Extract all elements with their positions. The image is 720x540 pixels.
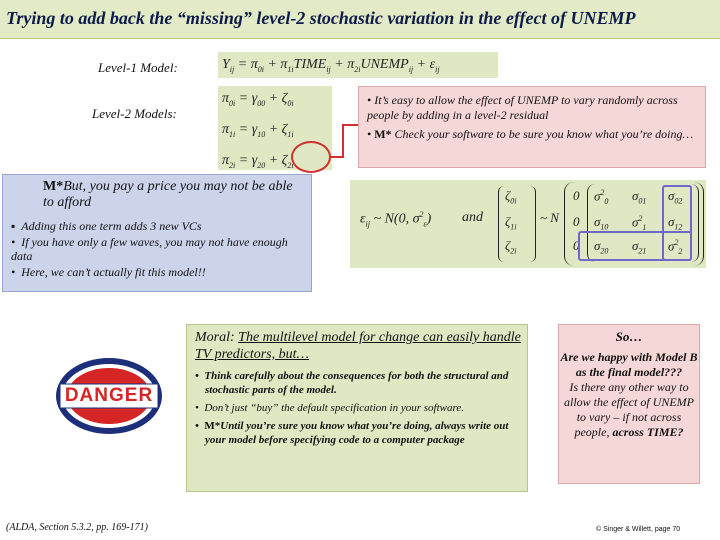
moral-heading: Moral: The multilevel model for change can easily handle TV predictors, but… bbox=[195, 330, 521, 362]
level2-eq1: $\pi_{0i} = \gamma_{00} + \zeta_{0i}$ bbox=[222, 91, 294, 108]
level2-eq2: $\pi_{1i} = \gamma_{10} + \zeta_{1i}$ bbox=[222, 121, 294, 139]
price-box bbox=[2, 174, 312, 292]
connector-v bbox=[342, 124, 344, 158]
price-bullets bbox=[11, 219, 307, 279]
bomb-icon: M* bbox=[374, 127, 392, 141]
callout-bullet-2: • M* Check your software to be sure you know what you’re doing… bbox=[367, 127, 694, 141]
connector-h2 bbox=[342, 124, 358, 126]
moral-bullet-3: • M*Until you’re sure you know what you’re doing, always write out your model before specifying code to a computer package bbox=[195, 420, 509, 446]
eps-distribution: $\varepsilon_{ij}$ ~ N(0, $\sigma^2_\varepsilon$) bbox=[360, 210, 432, 229]
connector-h1 bbox=[330, 156, 342, 158]
so-line2: Are we happy with Model B as the final model??? bbox=[560, 350, 698, 379]
footer-page: © Singer & Willett, page 70 bbox=[596, 526, 681, 533]
zeta-vector: $\zeta_{0i}$ $\zeta_{1i}$ $\zeta_{2i}$ bbox=[498, 186, 536, 262]
callout-bullet-1: • It’s easy to allow the effect of UNEMP to vary randomly across people by adding in a level-2 residual bbox=[367, 93, 678, 122]
footer-reference: (ALDA, Section 5.3.2, pp. 169-171) bbox=[6, 522, 148, 533]
zeta2-highlight-circle bbox=[291, 141, 331, 173]
covariance-matrix: $\sigma^2_0$ $\sigma_{01}$ $\sigma_{02}$ $\sigma_{10}$ $\sigma^2_1$ $\sigma_{12}$ $\sigma_{20}$ $\sigma_{21}$ $\sigma^2_2$ bbox=[587, 184, 699, 262]
level2-label: Level-2 Models: bbox=[92, 106, 177, 121]
so-box bbox=[558, 324, 700, 484]
callout-box bbox=[358, 86, 706, 168]
price-heading: M*But, you pay a price you may not be able to afford bbox=[43, 179, 293, 210]
moral-bullet-2: • Don’t just “buy” the default specification in your software. bbox=[195, 402, 464, 414]
sim-n: ~ N bbox=[540, 210, 559, 225]
price-bullet-1: ▪ Adding this one term adds 3 new VCs bbox=[11, 219, 202, 233]
level2-eq3: $\pi_{2i} = \gamma_{20} + \zeta_{2i}$ bbox=[222, 152, 294, 170]
mean-cov-matrix: 0 0 0 $\sigma^2_0$ $\sigma_{01}$ $\sigma_{02}$ $\sigma_{10}$ $\sigma^2_1$ $\sigma_{12}$ $\sigma_{20}$ $\sigma_{21}$ $\sigma^2_2$ bbox=[564, 182, 704, 266]
bomb-icon: M* bbox=[204, 420, 221, 432]
so-line1: So… bbox=[615, 329, 643, 344]
moral-box bbox=[186, 324, 528, 492]
moral-bullet-1: • Think carefully about the consequences for both the structural and stochastic parts of the model. bbox=[195, 370, 509, 396]
price-bullet-3: • Here, we can’t actually fit this model!! bbox=[11, 265, 206, 279]
and-text: and bbox=[462, 210, 483, 225]
price-bullet-2: • If you have only a few waves, you may not have enough data bbox=[11, 235, 288, 263]
col3-highlight bbox=[662, 185, 692, 261]
so-line3: Is there any other way to allow the effect of UNEMP to vary – if not across people, across TIME? bbox=[564, 380, 694, 439]
danger-sign-icon: DANGER bbox=[54, 356, 164, 436]
bomb-icon: M* bbox=[43, 179, 64, 194]
level1-label: Level-1 Model: bbox=[98, 60, 178, 75]
moral-bullets bbox=[191, 369, 521, 447]
slide-title: Trying to add back the “missing” level-2 stochastic variation in the effect of UNEMP bbox=[6, 8, 636, 28]
level1-equation: $Y_{ij} = \pi_{0i}$ + $\pi_{1i}TIME_{ij}$ + $\pi_{2i}UNEMP_{ij} + \varepsilon_{ij}$ bbox=[218, 52, 498, 78]
